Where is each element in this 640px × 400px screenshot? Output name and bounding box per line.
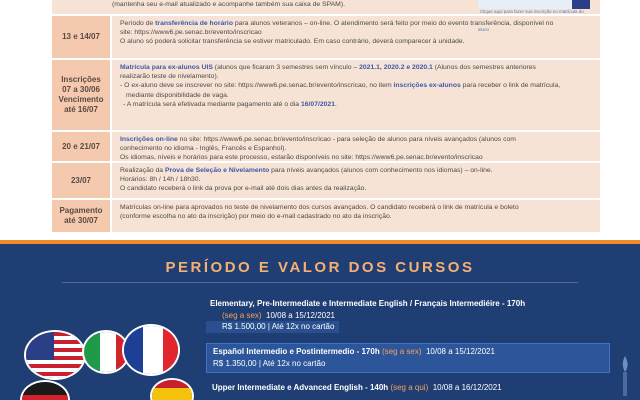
- course-installments: | Até 12x no cartão: [258, 358, 326, 368]
- table-row: [52, 132, 600, 163]
- text-segment: .: [335, 100, 337, 108]
- text-segment: para receber o link de matrícula,: [460, 82, 561, 90]
- course-title: Upper Intermediate e Advanced English - 140h: [212, 383, 389, 392]
- row-description: [112, 60, 600, 130]
- text-line: Os idiomas, níveis e horários para este processo, estarão disponíveis no site: https://www6.pe.senac.br/evento/inscricao: [120, 154, 483, 162]
- row-description: [112, 16, 600, 58]
- course-period: 10/08 a 15/12/2021: [266, 310, 335, 320]
- date-line: até 16/07: [64, 105, 98, 114]
- highlight-text: 16/07/2021: [300, 100, 335, 108]
- course-price-box: [206, 321, 339, 333]
- date-line: até 30/07: [64, 216, 98, 225]
- row-description: [112, 163, 600, 198]
- row-description: [112, 200, 600, 232]
- schedule-table: [52, 0, 600, 234]
- highlight-text: Prova de Seleção e Nivelamento: [164, 167, 270, 174]
- text-segment: - A matrícula será efetivada mediante pagamento até o dia: [123, 100, 301, 108]
- text-segment: (Alunos dos semestres anteriores: [432, 64, 536, 71]
- date-line: Pagamento: [59, 206, 103, 215]
- france-flag-icon: [122, 324, 180, 376]
- text-segment: Realização da: [120, 167, 165, 174]
- senac-logo-icon: [572, 0, 590, 9]
- usa-flag-icon: [24, 330, 86, 380]
- text-line: Matrículas on-line para aprovados no teste de nivelamento dos cursos avançados. O candidato receberá o link de matrícula e boleto: [120, 204, 519, 211]
- text-line: conhecimento no idioma - Inglês, Francês e Espanhol).: [120, 145, 287, 153]
- table-row: [52, 16, 600, 60]
- course-title: Elementary, Pre-Intermediate e Intermediate English / Français Intermediéire - 170h: [210, 299, 526, 308]
- highlight-text: 2021.1, 2020.2 e 2020.1: [359, 64, 433, 71]
- courses-heading: PERÍODO E VALOR DOS CURSOS: [165, 259, 475, 276]
- row-date: 13 e 14/07: [52, 16, 112, 58]
- text-line: (conforme escolha no ato da inscrição) por meio do e-mail cadastrado no ato da inscrição.: [120, 213, 392, 221]
- date-line: Inscrições: [61, 75, 101, 84]
- text-segment: (alunos que ficaram 3 semestres sem vínculo –: [212, 64, 360, 71]
- torch-icon: [620, 356, 630, 396]
- text-segment: para alunos veteranos – on-line. O atendimento será feito por meio do evento transferência, disponível no: [232, 20, 554, 27]
- course-period: 10/08 a 15/12/2021: [425, 347, 495, 356]
- text-line: Horários: 8h / 14h / 18h30.: [120, 176, 201, 184]
- enrollment-banner[interactable]: [478, 0, 590, 32]
- course-highlight-box: [206, 343, 610, 373]
- text-segment: - O ex-aluno deve se inscrever no site: https://www6.pe.senac.br/evento/inscricao, no item: [120, 82, 394, 90]
- course-price: R$ 1.500,00: [222, 322, 266, 331]
- course-title: Español Intermedio e Postintermedio - 170h: [213, 347, 380, 356]
- date-line: Vencimento: [58, 95, 104, 104]
- text-segment: para níveis avançados (alunos com conhecimento nos idiomas) – on-line.: [269, 167, 493, 174]
- text-line: O candidato receberá o link da prova por e-mail até dois dias antes da realização.: [120, 185, 367, 193]
- course-price: R$ 1.350,00: [213, 358, 257, 368]
- highlight-text: Inscrições on-line: [120, 136, 178, 143]
- orange-divider: [0, 240, 640, 244]
- row-description: [112, 132, 600, 161]
- link-text[interactable]: site: https://www6.pe.senac.br/evento/inscricao: [120, 29, 262, 37]
- heading-underline: [62, 282, 578, 283]
- note-text: O aluno só poderá solicitar transferência se estiver matriculado. Em caso contrário, deverá comparecer à unidade.: [120, 38, 465, 46]
- course-days: (seg a qui): [390, 383, 429, 392]
- highlight-text: transferência de horário: [155, 20, 233, 27]
- row-date: 23/07: [52, 163, 112, 198]
- text-line: realizarão teste de nivelamento).: [120, 73, 219, 81]
- highlight-text: inscrições ex-alunos: [393, 82, 461, 90]
- table-row: [52, 60, 600, 132]
- enrollment-banner-caption: Clique aqui para fazer sua inscrição no matrícula do aluno: [478, 9, 584, 32]
- text-line: mediante disponibilidade de vaga.: [126, 91, 229, 99]
- date-line: 07 a 30/06: [62, 85, 100, 94]
- course-days: (seg a sex): [381, 347, 422, 356]
- row-date: 20 e 21/07: [52, 132, 112, 161]
- text-segment: Período de: [120, 20, 156, 27]
- course-days: (seg a sex): [222, 310, 262, 320]
- row-date: [52, 200, 112, 232]
- spam-note: (mantenha seu e-mail atualizado e acompanhe também sua caixa de SPAM).: [112, 1, 345, 8]
- highlight-text: Matrícula para ex-alunos UIS: [120, 64, 213, 71]
- course-item: [212, 382, 502, 394]
- course-item: [206, 298, 525, 333]
- table-row: [52, 163, 600, 200]
- text-segment: no site: https://www6.pe.senac.br/evento/inscricao - para seleção de alunos para níveis avançados (alunos com: [177, 136, 516, 143]
- course-item: [206, 343, 610, 373]
- table-row: [52, 200, 600, 234]
- course-period: 10/08 a 16/12/2021: [432, 383, 502, 392]
- course-installments: | Até 12x no cartão: [267, 322, 335, 331]
- row-date: [52, 60, 112, 130]
